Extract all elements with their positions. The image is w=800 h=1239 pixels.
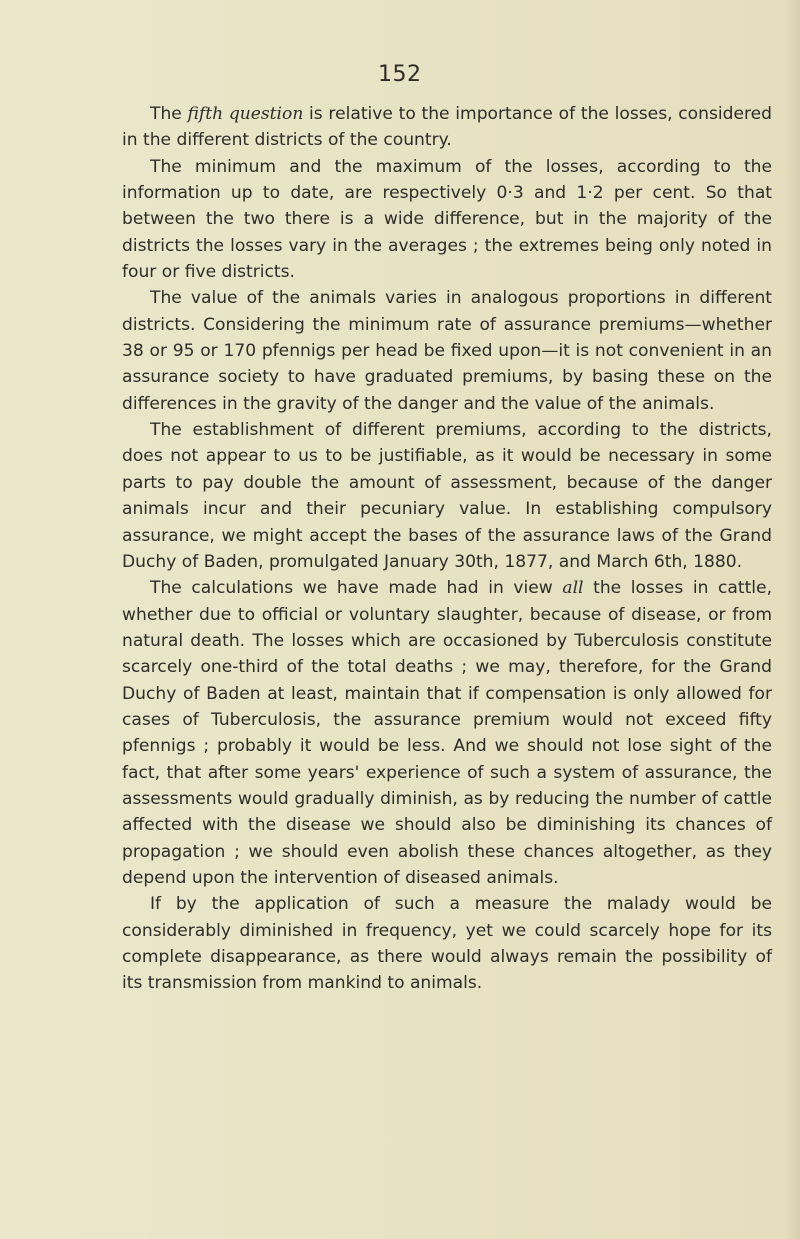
- paragraph-rest: is relative to the importance of the losses, considered in the different districts of the country.: [122, 104, 772, 151]
- paragraph-animal-value: The value of the animals varies in analogous proportions in different districts. Considering the minimum rate of assurance premiums—whether 38 or 95 or 170 pfennigs per head be fixed upon—it is not convenient in an assurance society to have graduated premiums, by basing these on the differences in the gravity of the danger and the value of the animals.: [122, 288, 772, 414]
- page-number: 152: [378, 62, 422, 87]
- paragraph-lead: The: [150, 104, 188, 124]
- page-edge-shadow: [786, 0, 800, 1239]
- paragraph-rest: the losses in cattle, whether due to official or voluntary slaughter, because of disease, or from natural death. The losses which are occasioned by Tuberculosis constitute scarcely one-third of the total deaths ; we may, therefore, for the Grand Duchy of Baden at least, maintain that if compensation is only allowed for cases of Tuberculosis, the assurance premium would not exceed fifty pfennigs ; probably it would be less. And we should not lose sight of the fact, that after some years' experience of such a system of assurance, the assessments would gradually diminish, as by reducing the number of cattle affected with the disease we should also be diminishing its chances of propagation ; we should even abolish these chances altogether, as they depend upon the intervention of diseased animals.: [122, 578, 772, 888]
- paragraph-calculations: [122, 575, 772, 891]
- paragraph-lead: The calculations we have made had in view: [150, 578, 563, 599]
- paragraph-premiums: The establishment of different premiums, according to the districts, does not appear to us to be justifiable, as it would be necessary in some parts to pay double the amount of assessment, because of the danger animals incur and their pecuniary value. In establishing compulsory assurance, we might accept the bases of the assurance laws of the Grand Duchy of Baden, promulgated January 30th, 1877, and March 6th, 1880.: [122, 420, 772, 572]
- italic-term: fifth question: [187, 104, 304, 124]
- paragraph-conclusion: If by the application of such a measure the malady would be considerably diminished in frequency, yet we could scarcely hope for its complete disappearance, as there would always remain the possibility of its transmission from mankind to animals.: [122, 894, 772, 994]
- paragraph-fifth-question: [122, 101, 772, 154]
- paragraph-losses-range: The minimum and the maximum of the losses, according to the information up to date, are respectively 0·3 and 1·2 per cent. So that between the two there is a wide difference, but in the majority of the districts the losses vary in the averages ; the extremes being only noted in four or five districts.: [122, 156, 772, 283]
- body-text: [122, 101, 772, 997]
- italic-term: all: [562, 578, 584, 599]
